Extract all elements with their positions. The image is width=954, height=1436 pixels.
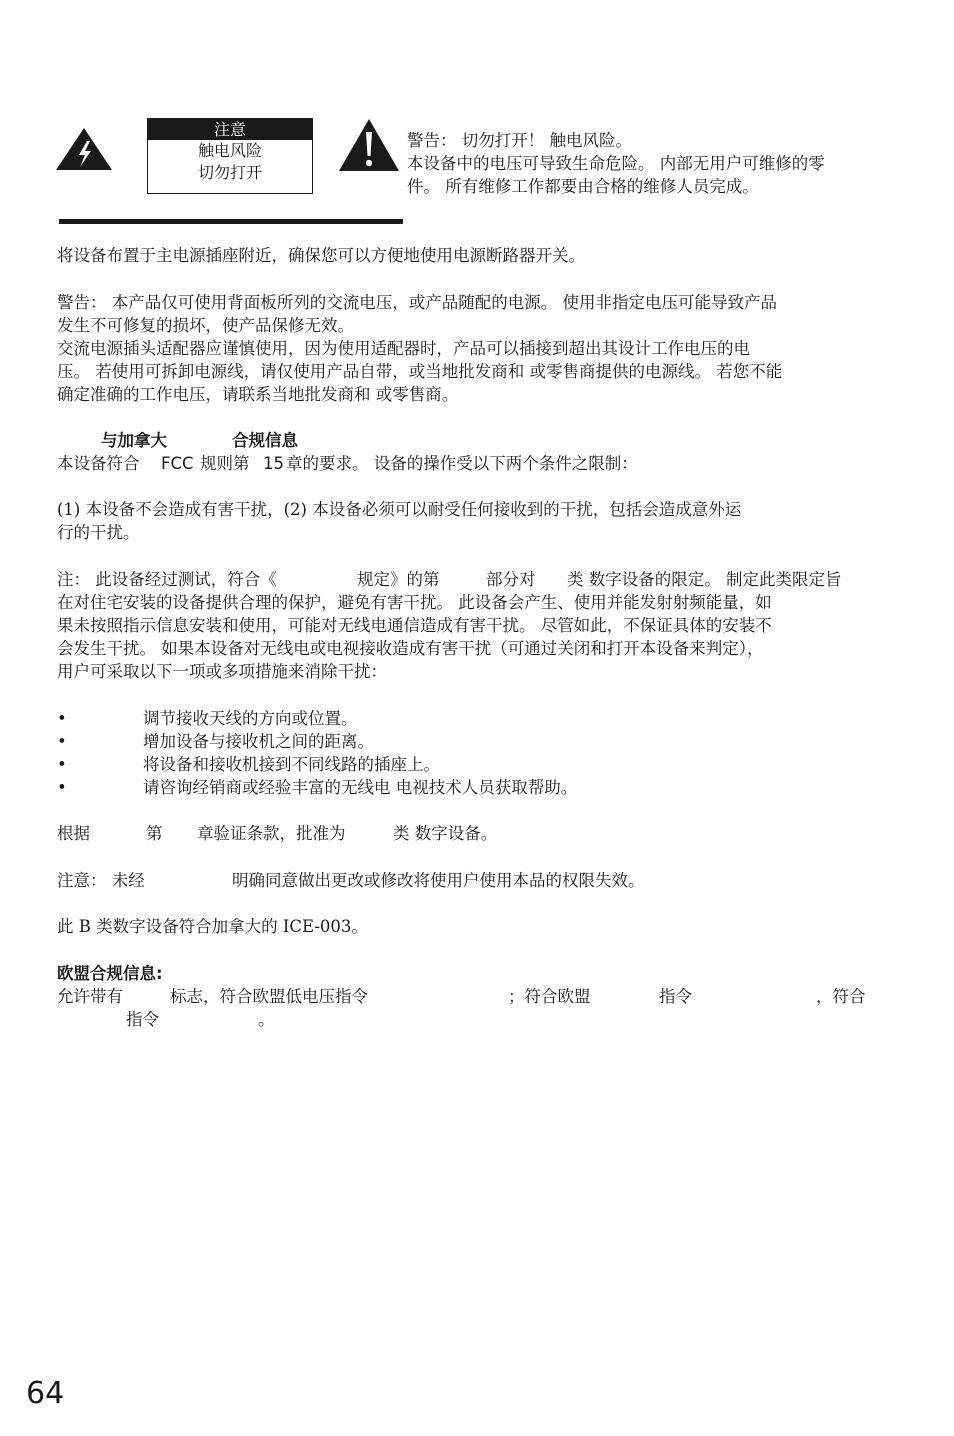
caution-line-2: 切勿打开	[197, 163, 262, 182]
caution-label-box	[147, 118, 313, 194]
bullet-dot-icon: •	[57, 755, 67, 774]
eu-line-1-a: 允许带有	[57, 987, 123, 1006]
warning-line-2: 本设备中的电压可导致生命危险。 内部无用户可维修的零	[407, 154, 825, 173]
fcc-intro-part-c: 章的要求。 设备的操作受以下两个条件之限制：	[286, 454, 638, 473]
certified-part-d: 类 数字设备。	[393, 824, 498, 843]
fcc-note-line-1-b: 规定》的第	[357, 570, 440, 589]
fcc-intro-15: 15	[263, 454, 284, 473]
caution-line-1: 触电风险	[197, 141, 262, 160]
fcc-heading-part-b: 合规信息	[232, 431, 298, 450]
fcc-note-line-1-c: 部分对	[486, 570, 536, 589]
caution-header: 注意	[148, 119, 312, 140]
eu-line-1-c: ；符合欧盟	[508, 987, 591, 1006]
fcc-intro-part-b: 规则第	[200, 454, 250, 473]
bullet-dot-icon: •	[57, 732, 67, 751]
voltage-warning-line-5: 确定准确的工作电压，请联系当地批发商和 或零售商。	[57, 385, 459, 404]
voltage-warning-line-2: 发生不可修复的损坏，使产品保修无效。	[57, 316, 354, 335]
eu-line-1-e: ，符合	[816, 987, 866, 1006]
section-divider	[59, 219, 403, 224]
fcc-heading-part-a: 与加拿大	[101, 431, 167, 450]
eu-line-2-b: 。	[258, 1010, 275, 1029]
certified-part-a: 根据	[57, 824, 90, 843]
voltage-warning-line-4: 压。 若使用可拆卸电源线，请仅使用产品自带，或当地批发商和 或零售商提供的电源线。 若您不能	[57, 362, 783, 381]
voltage-warning-line-1: 警告： 本产品仅可使用背面板所列的交流电压，或产品随配的电源。 使用非指定电压可能导致产品	[57, 293, 777, 312]
warning-line-1: 警告： 切勿打开！ 触电风险。	[407, 131, 632, 150]
bullet-item-3: 将设备和接收机接到不同线路的插座上。	[143, 755, 440, 774]
warning-line-3: 件。 所有维修工作都要由合格的维修人员完成。	[407, 177, 759, 196]
canada-compliance-text: 此 B 类数字设备符合加拿大的 ICE-003。	[57, 917, 368, 936]
bullet-dot-icon: •	[57, 778, 67, 797]
certified-part-c: 章验证条款，批准为	[197, 824, 346, 843]
page-number: 64	[26, 1376, 65, 1411]
eu-line-1-d: 指令	[659, 987, 692, 1006]
certified-part-b: 第	[146, 824, 163, 843]
voltage-warning-line-3: 交流电源插头适配器应谨慎使用，因为使用适配器时，产品可以插接到超出其设计工作电压的电	[57, 339, 750, 358]
eu-heading: 欧盟合规信息:	[57, 964, 163, 983]
fcc-conditions-line-2: 行的干扰。	[57, 523, 140, 542]
fcc-note-line-3: 果未按照指示信息安装和使用，可能对无线电通信造成有害干扰。 尽管如此，不保证具体的安装不	[57, 616, 772, 635]
fcc-intro-part-a: 本设备符合	[57, 454, 140, 473]
fcc-note-line-4: 会发生干扰。 如果本设备对无线电或电视接收造成有害干扰（可通过关闭和打开本设备来判定），	[57, 639, 764, 658]
fcc-intro-fcc: FCC	[161, 454, 194, 473]
electric-shock-warning-icon	[55, 127, 113, 171]
exclamation-warning-icon	[338, 118, 400, 172]
fcc-note-line-1-d: 类 数字设备的限定。 制定此类限定旨	[567, 570, 842, 589]
placement-text: 将设备布置于主电源插座附近，确保您可以方便地使用电源断路器开关。	[57, 246, 585, 265]
bullet-item-4: 请咨询经销商或经验丰富的无线电 电视技术人员获取帮助。	[143, 778, 578, 797]
bullet-item-2: 增加设备与接收机之间的距离。	[143, 732, 374, 751]
fcc-note-line-5: 用户可采取以下一项或多项措施来消除干扰：	[57, 662, 387, 681]
eu-line-1-b: 标志，符合欧盟低电压指令	[170, 987, 368, 1006]
modification-caution-part-a: 注意： 未经	[57, 871, 145, 890]
bullet-dot-icon: •	[57, 709, 67, 728]
fcc-note-line-1-a: 注： 此设备经过测试，符合《	[57, 570, 277, 589]
bullet-item-1: 调节接收天线的方向或位置。	[143, 709, 358, 728]
fcc-conditions-line-1: (1) 本设备不会造成有害干扰，(2) 本设备必须可以耐受任何接收到的干扰，包括会造成意外运	[57, 500, 742, 519]
eu-line-2-a: 指令	[126, 1010, 159, 1029]
fcc-note-line-2: 在对住宅安装的设备提供合理的保护，避免有害干扰。 此设备会产生、使用并能发射射频能量，如	[57, 593, 772, 612]
modification-caution-part-b: 明确同意做出更改或修改将使用户使用本品的权限失效。	[232, 871, 645, 890]
